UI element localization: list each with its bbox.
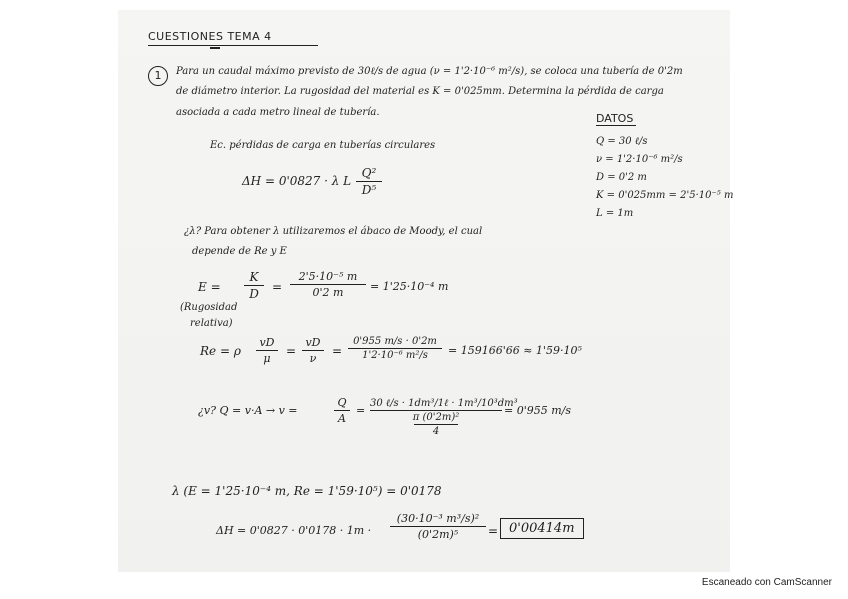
re-num1: vD [259, 336, 275, 349]
re-fraction-3 [348, 336, 442, 361]
fraction-bar [390, 526, 486, 527]
rug-num2: 2'5·10⁻⁵ m [298, 270, 358, 283]
fraction-bar [334, 410, 350, 411]
datos-item: D = 0'2 m [596, 172, 647, 183]
question-number: 1 [148, 66, 168, 86]
scanner-caption: Escaneado con CamScanner [701, 577, 832, 588]
vel-lhs: ¿v? Q = v·A → v = [198, 404, 298, 417]
vel-num: Q [337, 396, 347, 409]
datos-item: L = 1m [596, 208, 634, 219]
fraction-bar [414, 424, 458, 425]
re-lhs: Re = ρ [200, 344, 241, 358]
re-fraction-2 [302, 336, 324, 365]
rug-lhs: E = [198, 280, 221, 294]
re-fraction-1 [256, 336, 278, 365]
rug-den1: D [249, 287, 259, 301]
vel-den: A [338, 412, 346, 425]
lambda-question-1: ¿λ? Para obtener λ utilizaremos el ábaco de Moody, el cual [184, 226, 483, 237]
fraction-bar [348, 348, 442, 349]
problem-line-2: de diámetro interior. La rugosidad del material es K = 0'025mm. Determina la pérdida de carga [176, 86, 664, 97]
datos-item: ν = 1'2·10⁻⁶ m²/s [596, 154, 683, 165]
fraction-bar [256, 350, 278, 351]
fraction-bar [356, 181, 382, 182]
re-eq1: = [286, 344, 297, 358]
re-num3: 0'955 m/s · 0'2m [353, 336, 437, 347]
vel-fraction-1 [334, 396, 350, 425]
re-eq2: = [332, 344, 343, 358]
rug-note-1: (Rugosidad [180, 302, 238, 313]
fraction-bar [302, 350, 324, 351]
final-result-box: 0'00414m [500, 518, 584, 539]
re-num2: vD [305, 336, 321, 349]
vel-num-inner: 30 ℓ/s · 1dm³/1ℓ · 1m³/10³dm³ [370, 398, 518, 409]
datos-underline [596, 125, 636, 126]
rug-fraction-1 [244, 270, 264, 301]
datos-item: Q = 30 ℓ/s [596, 136, 648, 147]
fraction-bar [370, 410, 502, 411]
datos-item: K = 0'025mm = 2'5·10⁻⁵ m [596, 190, 734, 201]
problem-line-1: Para un caudal máximo previsto de 30ℓ/s de agua (ν = 1'2·10⁻⁶ m²/s), se coloca una tubería de 0'2m [176, 66, 683, 77]
eq1-den: D⁵ [361, 183, 377, 197]
re-den1: μ [263, 352, 271, 365]
re-den2: ν [309, 352, 317, 365]
eq1-num: Q² [361, 166, 377, 180]
final-lhs: ΔH = 0'0827 · 0'0178 · 1m · [216, 524, 372, 537]
vel-den-top: π (0'2m)² [412, 412, 460, 423]
vel-result: = 0'955 m/s [504, 404, 572, 417]
fraction-bar [290, 284, 366, 285]
title-underline [148, 45, 318, 46]
problem-line-3: asociada a cada metro lineal de tubería. [176, 107, 380, 118]
eq1-fraction [356, 166, 382, 197]
rug-result: = 1'25·10⁻⁴ m [370, 280, 449, 293]
rug-eq: = [272, 280, 283, 294]
re-result: = 159166'66 ≈ 1'59·10⁵ [448, 344, 582, 357]
vel-eq: = [356, 404, 366, 417]
rug-note-2: relativa) [190, 318, 233, 329]
rug-fraction-2 [290, 270, 366, 299]
eq-intro: Ec. pérdidas de carga en tuberías circulares [210, 140, 436, 151]
final-num: (30·10⁻³ m³/s)² [396, 512, 480, 525]
eq1-lhs: ΔH = 0'0827 · λ L [242, 174, 352, 188]
vel-den-bottom: 4 [432, 426, 440, 437]
lambda-result: λ (E = 1'25·10⁻⁴ m, Re = 1'59·10⁵) = 0'0178 [172, 484, 442, 498]
re-den3: 1'2·10⁻⁶ m²/s [362, 350, 428, 361]
final-den: (0'2m)⁵ [417, 528, 459, 541]
fraction-bar [244, 285, 264, 286]
rug-den2: 0'2 m [312, 286, 344, 299]
title-underline-mark [210, 47, 220, 49]
vel-fraction-2 [370, 398, 518, 437]
page-title: CUESTIONES TEMA 4 [148, 30, 272, 43]
lambda-question-2: depende de Re y E [192, 246, 287, 257]
datos-heading: DATOS [596, 112, 634, 125]
final-eq: = [488, 524, 499, 538]
final-fraction [390, 512, 486, 541]
rug-num1: K [249, 270, 259, 284]
